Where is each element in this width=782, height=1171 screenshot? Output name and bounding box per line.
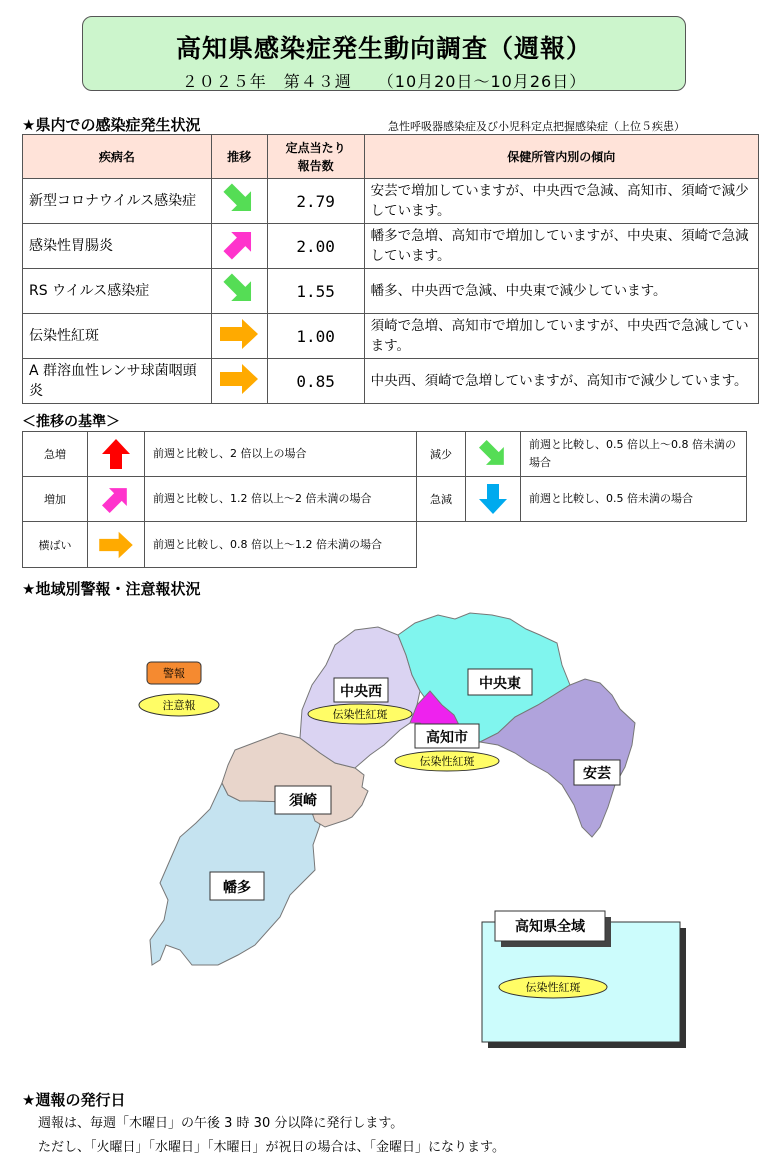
trend-description: 幡多、中央西で急減、中央東で減少しています。 (364, 269, 758, 314)
trend-arrow-flat-icon (211, 359, 267, 404)
trend-arrow-flat-icon (211, 314, 267, 359)
table-row (23, 359, 759, 404)
svg-text:高知市: 高知市 (426, 730, 468, 746)
svg-text:幡多: 幡多 (223, 880, 251, 896)
disease-name: RS ウイルス感染症 (23, 269, 212, 314)
legend-label: 急増 (22, 431, 88, 477)
disease-name: 伝染性紅斑 (23, 314, 212, 359)
table-header-row (23, 135, 759, 179)
disease-name: 新型コロナウイルス感染症 (23, 179, 212, 224)
trend-arrow-down-icon (211, 179, 267, 224)
report-value: 2.79 (267, 179, 364, 224)
svg-text:須崎: 須崎 (289, 793, 317, 809)
arrow-right-orange-icon (87, 521, 145, 568)
legend-desc: 前週と比較し、2 倍以上の場合 (144, 431, 417, 477)
legend-heading: ＜推移の基準＞ (22, 414, 120, 430)
col-header-value: 定点当たり報告数 (267, 135, 364, 179)
table-row (23, 179, 759, 224)
legend-label: 減少 (416, 431, 466, 477)
region-label-susaki (275, 786, 331, 814)
svg-text:安芸: 安芸 (583, 766, 611, 782)
page-subtitle: ２０２５年 第４３週 （10月20日～10月26日） (181, 72, 587, 91)
disease-name: A 群溶血性レンサ球菌咽頭炎 (23, 359, 212, 404)
caution-badge-kochi-city (395, 751, 499, 771)
section-heading-status: ★県内での感染症発生状況 (22, 116, 201, 134)
table-row (23, 314, 759, 359)
legend-desc: 前週と比較し、0.5 倍未満の場合 (520, 476, 747, 522)
report-value: 1.00 (267, 314, 364, 359)
legend-label: 増加 (22, 476, 88, 522)
section-heading-issue: ★週報の発行日 (22, 1091, 126, 1109)
legend-label: 急減 (416, 476, 466, 522)
svg-text:伝染性紅斑: 伝染性紅斑 (419, 755, 475, 768)
disease-name: 感染性胃腸炎 (23, 224, 212, 269)
region-label-aki (574, 760, 620, 785)
section-heading-regional: ★地域別警報・注意報状況 (22, 580, 201, 598)
col-header-disease: 疾病名 (23, 135, 212, 179)
trend-description: 幡多で急増、高知市で増加していますが、中央東、須崎で急減しています。 (364, 224, 758, 269)
issue-note-line2: ただし、「火曜日」「水曜日」「木曜日」が祝日の場合は、「金曜日」になります。 (38, 1140, 505, 1155)
legend-desc: 前週と比較し、0.8 倍以上～1.2 倍未満の場合 (144, 521, 417, 568)
trend-description: 中央西、須崎で急増していますが、高知市で減少しています。 (364, 359, 758, 404)
svg-text:中央東: 中央東 (479, 676, 521, 692)
legend-desc: 前週と比較し、1.2 倍以上～2 倍未満の場合 (144, 476, 417, 522)
page-title: 高知県感染症発生動向調査（週報） (175, 34, 592, 63)
map-legend-caution-label: 注意報 (162, 699, 196, 712)
issue-note-line1: 週報は、毎週「木曜日」の午後 3 時 30 分以降に発行します。 (38, 1116, 404, 1131)
col-header-trend-desc: 保健所管内別の傾向 (364, 135, 758, 179)
map-legend-warning-label: 警報 (163, 667, 185, 680)
arrow-up-pink-icon (87, 476, 145, 522)
region-label-chuo-nishi (334, 678, 388, 702)
svg-text:中央西: 中央西 (340, 684, 382, 700)
table-row (23, 224, 759, 269)
prefecture-label: 高知県全域 (515, 919, 585, 935)
region-label-hata (210, 872, 264, 900)
title-box (82, 16, 686, 91)
svg-text:伝染性紅斑: 伝染性紅斑 (332, 708, 388, 721)
trend-description: 須崎で急増、高知市で増加していますが、中央西で急減しています。 (364, 314, 758, 359)
report-value: 2.00 (267, 224, 364, 269)
legend-desc: 前週と比較し、0.5 倍以上～0.8 倍未満の場合 (520, 431, 747, 477)
caution-badge-chuo-nishi (308, 704, 412, 724)
region-label-kochi-city (415, 724, 479, 748)
col-header-trend: 推移 (211, 135, 267, 179)
kochi-region-map (130, 605, 690, 1060)
trend-arrow-down-icon (211, 269, 267, 314)
trend-arrow-up-icon (211, 224, 267, 269)
region-label-chuo-higashi (468, 669, 532, 695)
report-value: 0.85 (267, 359, 364, 404)
prefecture-wide-box (482, 911, 686, 1048)
table-row (23, 269, 759, 314)
caution-badge-prefecture: 伝染性紅斑 (525, 981, 581, 994)
trend-legend (22, 431, 747, 568)
arrow-down-green-icon (465, 431, 521, 477)
arrow-up-red-icon (87, 431, 145, 477)
report-value: 1.55 (267, 269, 364, 314)
disease-table (22, 134, 759, 404)
trend-description: 安芸で増加していますが、中央西で急減、高知市、須崎で減少しています。 (364, 179, 758, 224)
legend-label: 横ばい (22, 521, 88, 568)
section-note: 急性呼吸器感染症及び小児科定点把握感染症（上位５疾患） (388, 120, 685, 133)
arrow-down-blue-icon (465, 476, 521, 522)
